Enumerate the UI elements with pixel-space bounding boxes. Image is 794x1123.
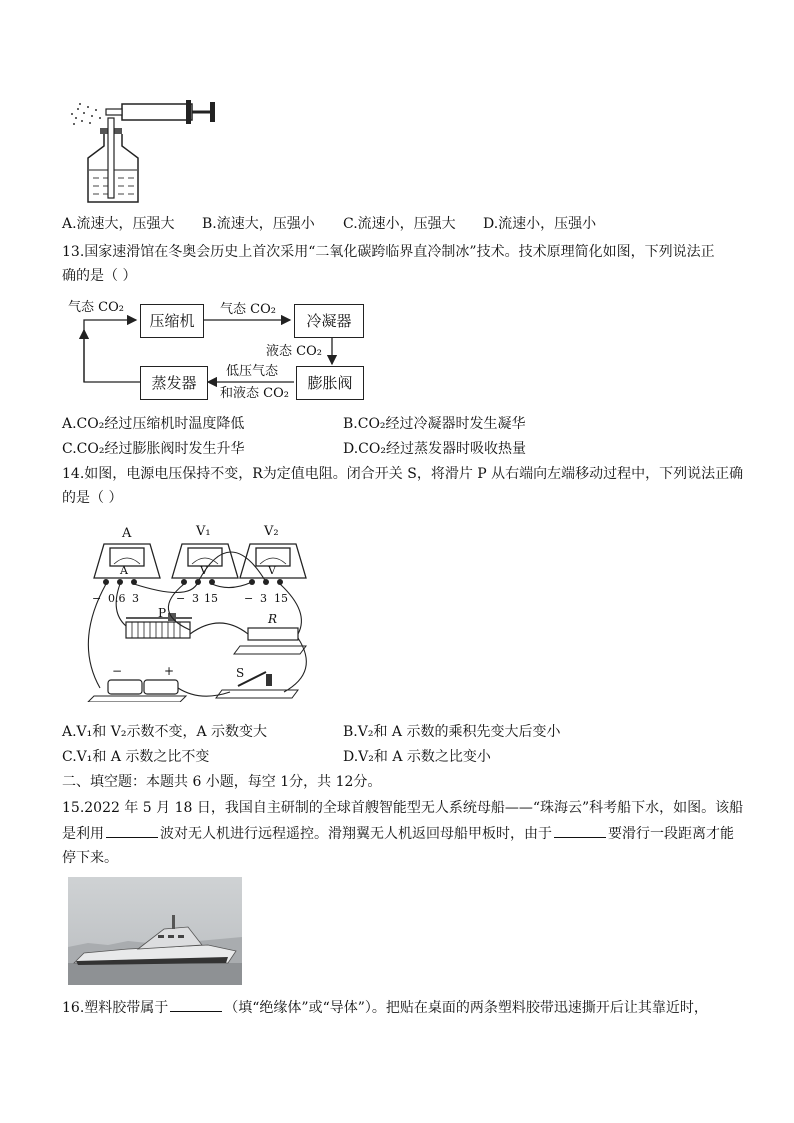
- q12-option-b: B.流速大，压强小: [202, 216, 315, 232]
- resistor-r-label: R: [268, 612, 278, 626]
- q14-stem-line2: 的是（ ）: [62, 490, 123, 506]
- meter-v2-label: V₂: [264, 524, 279, 539]
- syringe-bottle-figure: [66, 94, 226, 206]
- v2-terminal-minus: −: [244, 592, 254, 605]
- compressor-box: 压缩机: [140, 304, 204, 338]
- low-pressure-label-2: 和液态 CO₂: [220, 386, 289, 401]
- v1-terminal-3: 3: [192, 592, 199, 605]
- switch-s-label: S: [236, 666, 245, 680]
- q15-line1: 15.2022 年 5 月 18 日，我国自主研制的全球首艘智能型无人系统母船——“珠海云”科考船下水，如图。该船: [62, 800, 744, 816]
- meter-a-label: A: [122, 526, 132, 541]
- v1-terminal-minus: −: [176, 592, 186, 605]
- battery-plus: +: [164, 664, 175, 678]
- q16-line1: [62, 997, 708, 1018]
- q12-option-a: A.流速大，压强大: [62, 216, 175, 232]
- circuit-diagram: [80, 522, 320, 702]
- condenser-box: 冷凝器: [294, 304, 364, 338]
- q13-option-d: D.CO₂经过蒸发器时吸收热量: [343, 441, 526, 457]
- q16-part-a: 16.塑料胶带属于: [62, 1000, 169, 1016]
- q16-blank-1[interactable]: [170, 997, 222, 1012]
- q14-option-c: C.V₁和 A 示数之比不变: [62, 749, 210, 765]
- v1-terminal-15: 15: [204, 592, 218, 605]
- meter-a-face: A: [120, 564, 128, 577]
- q13-option-b: B.CO₂经过冷凝器时发生凝华: [343, 416, 526, 432]
- q15-line2-part-c: 要滑行一段距离才能: [608, 826, 734, 842]
- a-terminal-3: 3: [132, 592, 139, 605]
- q14-option-d: D.V₂和 A 示数之比变小: [343, 749, 491, 765]
- q14-option-a: A.V₁和 V₂示数不变，A 示数变大: [62, 724, 268, 740]
- battery-minus: −: [112, 664, 123, 678]
- low-pressure-label-1: 低压气态: [226, 364, 279, 379]
- q14-stem-line1: 14.如图，电源电压保持不变，R为定值电阻。闭合开关 S，将滑片 P 从右端向左端移动过程中，下列说法正确: [62, 466, 744, 482]
- section-2-heading: 二、填空题：本题共 6 小题，每空 1分，共 12分。: [62, 774, 382, 790]
- v2-terminal-3: 3: [260, 592, 267, 605]
- meter-v1-face: V: [200, 564, 208, 577]
- valve-box: 膨胀阀: [296, 366, 364, 400]
- liquid-co2-label: 液态 CO₂: [266, 344, 322, 359]
- v2-terminal-15: 15: [274, 592, 288, 605]
- q15-line2-part-b: 波对无人机进行远程遥控。滑翔翼无人机返回母船甲板时，由于: [160, 826, 552, 842]
- q15-line2: [62, 823, 734, 844]
- q13-option-c: C.CO₂经过膨胀阀时发生升华: [62, 441, 245, 457]
- q15-line2-part-a: 是利用: [62, 826, 104, 842]
- q12-option-d: D.流速小，压强小: [483, 216, 597, 232]
- q13-option-a: A.CO₂经过压缩机时温度降低: [62, 416, 245, 432]
- q12-option-c: C.流速小，压强大: [343, 216, 456, 232]
- slider-p-label: P: [158, 606, 167, 620]
- q15-blank-1[interactable]: [106, 823, 158, 838]
- q15-blank-2[interactable]: [554, 823, 606, 838]
- meter-v2-face: V: [268, 564, 276, 577]
- meter-v1-label: V₁: [196, 524, 211, 539]
- gas-co2-mid-label: 气态 CO₂: [220, 302, 276, 317]
- ship-photo: [68, 877, 242, 985]
- q16-part-b: （填“绝缘体”或“导体”）。把贴在桌面的两条塑料胶带迅速撕开后让其靠近时，: [224, 1000, 708, 1016]
- q13-stem-line2: 确的是（ ）: [62, 268, 137, 284]
- a-terminal-06: 0.6: [108, 592, 126, 605]
- gas-co2-left-label: 气态 CO₂: [68, 300, 124, 315]
- q15-line3: 停下来。: [62, 850, 118, 866]
- q13-stem-line1: 13.国家速滑馆在冬奥会历史上首次采用“二氧化碳跨临界直冷制冰”技术。技术原理简化如图，下列说法正: [62, 244, 715, 260]
- q14-option-b: B.V₂和 A 示数的乘积先变大后变小: [343, 724, 561, 740]
- a-terminal-minus: −: [92, 592, 102, 605]
- co2-cycle-diagram: [62, 290, 382, 402]
- evaporator-box: 蒸发器: [140, 366, 208, 400]
